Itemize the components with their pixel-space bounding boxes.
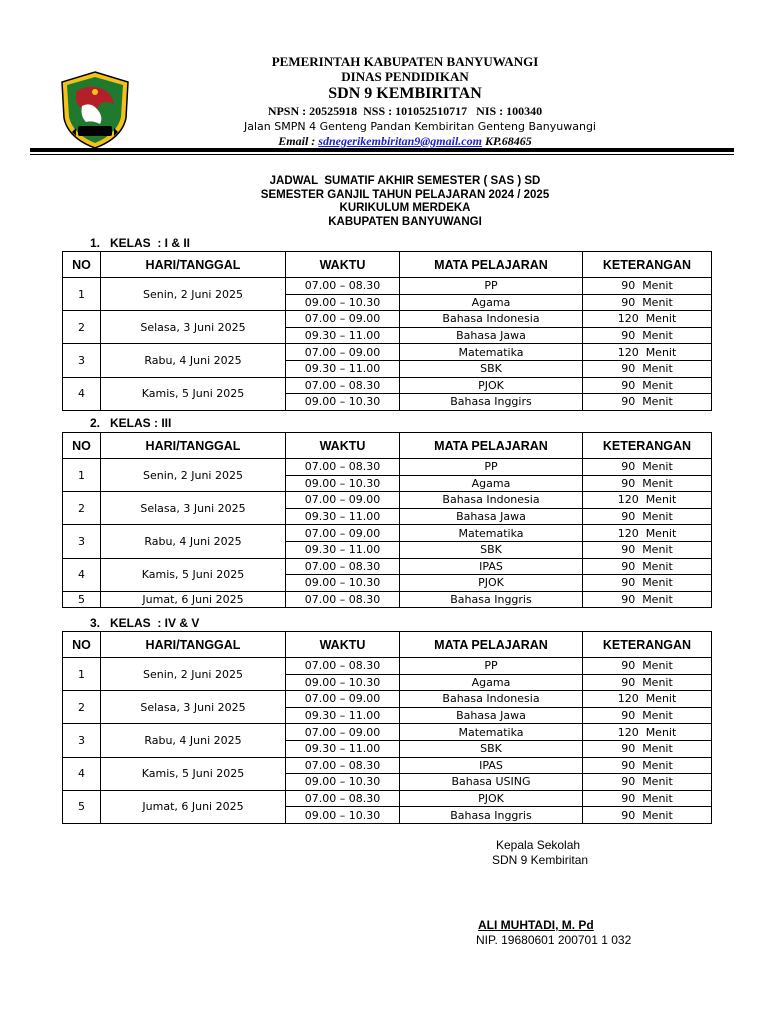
time-cell: 09.30 – 11.00 <box>286 360 400 377</box>
header-remarks: KETERANGAN <box>583 252 712 278</box>
day-date-cell: Senin, 2 Juni 2025 <box>101 459 286 492</box>
time-cell: 09.00 – 10.30 <box>286 575 400 592</box>
subject-cell: Matematika <box>400 724 583 741</box>
subject-cell: IPAS <box>400 757 583 774</box>
remarks-cell: 90 Menit <box>583 541 712 558</box>
table-header-row <box>63 632 712 658</box>
header-subject: MATA PELAJARAN <box>400 433 583 459</box>
time-cell: 07.00 – 08.30 <box>286 757 400 774</box>
remarks-cell: 90 Menit <box>583 674 712 691</box>
row-number: 3 <box>63 525 101 558</box>
subject-cell: IPAS <box>400 558 583 575</box>
table-row <box>63 658 712 675</box>
subject-cell: PJOK <box>400 575 583 592</box>
header-time: WAKTU <box>286 433 400 459</box>
row-number: 4 <box>63 558 101 591</box>
table-row <box>63 525 712 542</box>
header-time: WAKTU <box>286 252 400 278</box>
remarks-cell: 90 Menit <box>583 591 712 608</box>
title-line-2: SEMESTER GANJIL TAHUN PELAJARAN 2024 / 2025 <box>260 188 550 201</box>
day-date-cell: Jumat, 6 Juni 2025 <box>101 591 286 608</box>
time-cell: 09.00 – 10.30 <box>286 394 400 411</box>
subject-cell: Bahasa Indonesia <box>400 492 583 509</box>
row-number: 1 <box>63 658 101 691</box>
time-cell: 09.00 – 10.30 <box>286 475 400 492</box>
title-line-1: JADWAL SUMATIF AKHIR SEMESTER ( SAS ) SD <box>269 175 541 187</box>
table-row <box>63 558 712 575</box>
table-row <box>63 790 712 807</box>
header-subject: MATA PELAJARAN <box>400 632 583 658</box>
time-cell: 07.00 – 08.30 <box>286 377 400 394</box>
subject-cell: SBK <box>400 360 583 377</box>
letterhead-rule-thick <box>30 148 734 152</box>
row-number: 5 <box>63 790 101 823</box>
contact-line <box>190 134 620 149</box>
time-cell: 09.30 – 11.00 <box>286 707 400 724</box>
remarks-cell: 90 Menit <box>583 278 712 295</box>
day-date-cell: Selasa, 3 Juni 2025 <box>101 311 286 344</box>
remarks-cell: 90 Menit <box>583 459 712 476</box>
time-cell: 07.00 – 09.00 <box>286 492 400 509</box>
schedule-table <box>62 251 712 411</box>
remarks-cell: 90 Menit <box>583 327 712 344</box>
department-name: DINAS PENDIDIKAN <box>341 69 469 84</box>
title-line-4: KABUPATEN BANYUWANGI <box>328 215 482 228</box>
school-ids: NPSN : 20525918 NSS : 101052510717 NIS : 100340 <box>267 104 543 118</box>
time-cell: 07.00 – 08.30 <box>286 278 400 295</box>
row-number: 2 <box>63 492 101 525</box>
header-day-date: HARI/TANGGAL <box>101 632 286 658</box>
time-cell: 07.00 – 09.00 <box>286 525 400 542</box>
remarks-cell: 120 Menit <box>583 691 712 708</box>
subject-cell: SBK <box>400 541 583 558</box>
remarks-cell: 90 Menit <box>583 508 712 525</box>
row-number: 5 <box>63 591 101 608</box>
subject-cell: Bahasa Inggirs <box>400 394 583 411</box>
postcode: KP.68465 <box>481 134 532 148</box>
time-cell: 07.00 – 09.00 <box>286 691 400 708</box>
letterhead <box>0 0 768 160</box>
signature-role: Kepala Sekolah <box>496 838 581 852</box>
header-no: NO <box>63 433 101 459</box>
table-row <box>63 278 712 295</box>
remarks-cell: 120 Menit <box>583 724 712 741</box>
row-number: 1 <box>63 278 101 311</box>
letterhead-rule-thin <box>30 154 734 155</box>
time-cell: 09.30 – 11.00 <box>286 541 400 558</box>
header-remarks: KETERANGAN <box>583 433 712 459</box>
table-row <box>63 459 712 476</box>
time-cell: 09.00 – 10.30 <box>286 294 400 311</box>
day-date-cell: Kamis, 5 Juni 2025 <box>101 558 286 591</box>
row-number: 1 <box>63 459 101 492</box>
time-cell: 09.30 – 11.00 <box>286 327 400 344</box>
remarks-cell: 90 Menit <box>583 294 712 311</box>
subject-cell: PP <box>400 459 583 476</box>
time-cell: 07.00 – 08.30 <box>286 790 400 807</box>
table-header-row <box>63 433 712 459</box>
remarks-cell: 120 Menit <box>583 492 712 509</box>
remarks-cell: 90 Menit <box>583 558 712 575</box>
remarks-cell: 90 Menit <box>583 394 712 411</box>
subject-cell: PJOK <box>400 790 583 807</box>
subject-cell: SBK <box>400 740 583 757</box>
remarks-cell: 90 Menit <box>583 377 712 394</box>
time-cell: 09.00 – 10.30 <box>286 674 400 691</box>
table-row <box>63 724 712 741</box>
header-day-date: HARI/TANGGAL <box>101 252 286 278</box>
subject-cell: Bahasa Indonesia <box>400 311 583 328</box>
regency-emblem-icon <box>56 70 134 150</box>
header-subject: MATA PELAJARAN <box>400 252 583 278</box>
subject-cell: Agama <box>400 294 583 311</box>
time-cell: 09.30 – 11.00 <box>286 508 400 525</box>
table-row <box>63 492 712 509</box>
day-date-cell: Rabu, 4 Juni 2025 <box>101 525 286 558</box>
gov-name: PEMERINTAH KABUPATEN BANYUWANGI <box>271 54 539 69</box>
school-address: Jalan SMPN 4 Genteng Pandan Kembiritan Genteng Banyuwangi <box>244 120 596 133</box>
title-line-3: KURIKULUM MERDEKA <box>339 202 471 214</box>
remarks-cell: 90 Menit <box>583 707 712 724</box>
time-cell: 09.30 – 11.00 <box>286 740 400 757</box>
day-date-cell: Rabu, 4 Juni 2025 <box>101 344 286 377</box>
table-row <box>63 311 712 328</box>
remarks-cell: 90 Menit <box>583 475 712 492</box>
time-cell: 09.00 – 10.30 <box>286 774 400 791</box>
time-cell: 07.00 – 08.30 <box>286 459 400 476</box>
subject-cell: Bahasa Jawa <box>400 508 583 525</box>
signature-school: SDN 9 Kembiritan <box>492 853 589 867</box>
subject-cell: Matematika <box>400 525 583 542</box>
day-date-cell: Senin, 2 Juni 2025 <box>101 658 286 691</box>
header-remarks: KETERANGAN <box>583 632 712 658</box>
remarks-cell: 90 Menit <box>583 807 712 824</box>
remarks-cell: 90 Menit <box>583 658 712 675</box>
document-title <box>0 175 768 229</box>
table-row <box>63 691 712 708</box>
remarks-cell: 90 Menit <box>583 740 712 757</box>
time-cell: 07.00 – 09.00 <box>286 311 400 328</box>
day-date-cell: Senin, 2 Juni 2025 <box>101 278 286 311</box>
subject-cell: PP <box>400 278 583 295</box>
subject-cell: PJOK <box>400 377 583 394</box>
header-day-date: HARI/TANGGAL <box>101 433 286 459</box>
day-date-cell: Selasa, 3 Juni 2025 <box>101 691 286 724</box>
row-number: 3 <box>63 724 101 757</box>
signature-nip: NIP. 19680601 200701 1 032 <box>476 933 632 947</box>
header-no: NO <box>63 252 101 278</box>
signature-block <box>492 838 589 868</box>
time-cell: 07.00 – 09.00 <box>286 724 400 741</box>
subject-cell: Bahasa Jawa <box>400 327 583 344</box>
subject-cell: PP <box>400 658 583 675</box>
table-header-row <box>63 252 712 278</box>
subject-cell: Bahasa Inggris <box>400 807 583 824</box>
table-row <box>63 757 712 774</box>
school-name: SDN 9 KEMBIRITAN <box>328 85 482 102</box>
table-row <box>63 377 712 394</box>
section-heading: 1. KELAS : I & II <box>90 236 191 250</box>
section-heading: 3. KELAS : IV & V <box>90 616 200 630</box>
subject-cell: Agama <box>400 674 583 691</box>
email-link[interactable]: sdnegerikembiritan9@gmail.com <box>318 134 482 148</box>
schedule-table <box>62 432 712 608</box>
subject-cell: Bahasa Inggris <box>400 591 583 608</box>
day-date-cell: Selasa, 3 Juni 2025 <box>101 492 286 525</box>
remarks-cell: 120 Menit <box>583 525 712 542</box>
row-number: 2 <box>63 691 101 724</box>
subject-cell: Bahasa Jawa <box>400 707 583 724</box>
remarks-cell: 90 Menit <box>583 790 712 807</box>
header-time: WAKTU <box>286 632 400 658</box>
remarks-cell: 120 Menit <box>583 311 712 328</box>
section-heading: 2. KELAS : III <box>90 416 172 430</box>
day-date-cell: Jumat, 6 Juni 2025 <box>101 790 286 823</box>
day-date-cell: Rabu, 4 Juni 2025 <box>101 724 286 757</box>
remarks-cell: 90 Menit <box>583 360 712 377</box>
remarks-cell: 90 Menit <box>583 757 712 774</box>
row-number: 3 <box>63 344 101 377</box>
subject-cell: Matematika <box>400 344 583 361</box>
signature-name-block <box>478 918 631 948</box>
time-cell: 07.00 – 08.30 <box>286 658 400 675</box>
subject-cell: Bahasa USING <box>400 774 583 791</box>
time-cell: 07.00 – 08.30 <box>286 558 400 575</box>
row-number: 4 <box>63 757 101 790</box>
header-no: NO <box>63 632 101 658</box>
table-row <box>63 591 712 608</box>
subject-cell: Agama <box>400 475 583 492</box>
time-cell: 07.00 – 08.30 <box>286 591 400 608</box>
email-label: Email : <box>278 134 319 148</box>
day-date-cell: Kamis, 5 Juni 2025 <box>101 757 286 790</box>
schedule-table <box>62 631 712 824</box>
remarks-cell: 90 Menit <box>583 575 712 592</box>
day-date-cell: Kamis, 5 Juni 2025 <box>101 377 286 410</box>
time-cell: 09.00 – 10.30 <box>286 807 400 824</box>
subject-cell: Bahasa Indonesia <box>400 691 583 708</box>
signature-name: ALI MUHTADI, M. Pd <box>478 918 594 932</box>
remarks-cell: 120 Menit <box>583 344 712 361</box>
row-number: 4 <box>63 377 101 410</box>
table-row <box>63 344 712 361</box>
remarks-cell: 90 Menit <box>583 774 712 791</box>
time-cell: 07.00 – 09.00 <box>286 344 400 361</box>
row-number: 2 <box>63 311 101 344</box>
